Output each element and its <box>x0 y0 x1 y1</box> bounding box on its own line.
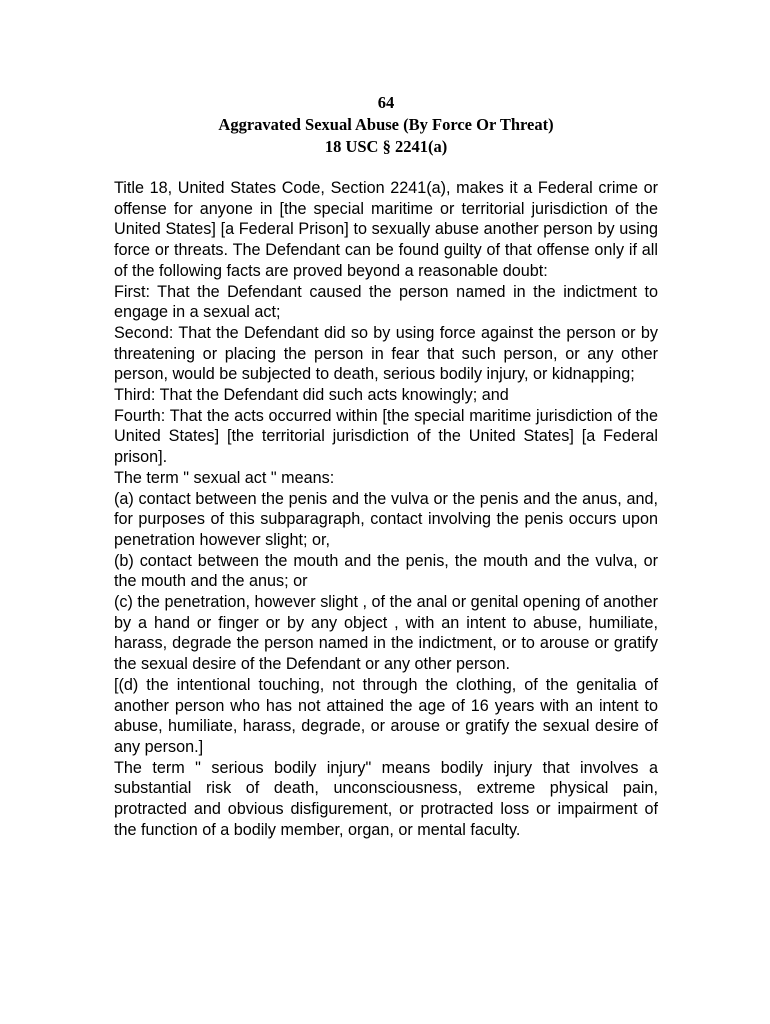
document-page <box>114 92 658 841</box>
definition-c: (c) the penetration, however slight , of the anal or genital opening of another by a hand or finger or by any object , with an intent to abuse, humiliate, harass, degrade the person named in the indictment, or to arouse or gratify the sexual desire of the Defendant or any other person. <box>114 593 658 674</box>
document-header <box>114 92 658 158</box>
serious-bodily-injury-term: The term " serious bodily injury" means bodily injury that involves a substantial risk of death, unconsciousness, extreme physical pain, protracted and obvious disfigurement, or protracted loss or impairment of the function of a bodily member, organ, or mental faculty. <box>114 758 658 839</box>
intro-paragraph: Title 18, United States Code, Section 2241(a), makes it a Federal crime or offense for anyone in [the special maritime or territorial jurisdiction of the United States] [a Federal Prison] to sexually abuse another person by using force or threats. The Defendant can be found guilty of that offense only if all of the following facts are proved beyond a reasonable doubt: <box>114 179 658 280</box>
statute-citation: 18 USC § 2241(a) <box>324 137 448 156</box>
page-number: 64 <box>377 93 395 112</box>
element-first: First: That the Defendant caused the person named in the indictment to engage in a sexual act; <box>114 282 658 322</box>
element-third: Third: That the Defendant did such acts knowingly; and <box>114 386 509 405</box>
definition-a: (a) contact between the penis and the vulva or the penis and the anus, and, for purposes of this subparagraph, contact involving the penis occurs upon penetration however slight; or, <box>114 489 658 549</box>
element-fourth: Fourth: That the acts occurred within [the special maritime jurisdiction of the United States] [the territorial jurisdiction of the United States] [a Federal prison]. <box>114 406 658 467</box>
element-second: Second: That the Defendant did so by using force against the person or by threatening or placing the person in fear that such person, or any other person, would be subjected to death, serious bodily injury, or kidnapping; <box>114 323 658 384</box>
definition-b: (b) contact between the mouth and the penis, the mouth and the vulva, or the mouth and the anus; or <box>114 551 658 591</box>
definition-d: [(d) the intentional touching, not through the clothing, of the genitalia of another person who has not attained the age of 16 years with an intent to abuse, humiliate, harass, degrade, or arouse or gratify the sexual desire of any person.] <box>114 675 658 756</box>
sexual-act-term: The term " sexual act " means: <box>114 468 335 487</box>
instruction-body <box>114 178 658 841</box>
instruction-title: Aggravated Sexual Abuse (By Force Or Threat) <box>218 115 554 134</box>
